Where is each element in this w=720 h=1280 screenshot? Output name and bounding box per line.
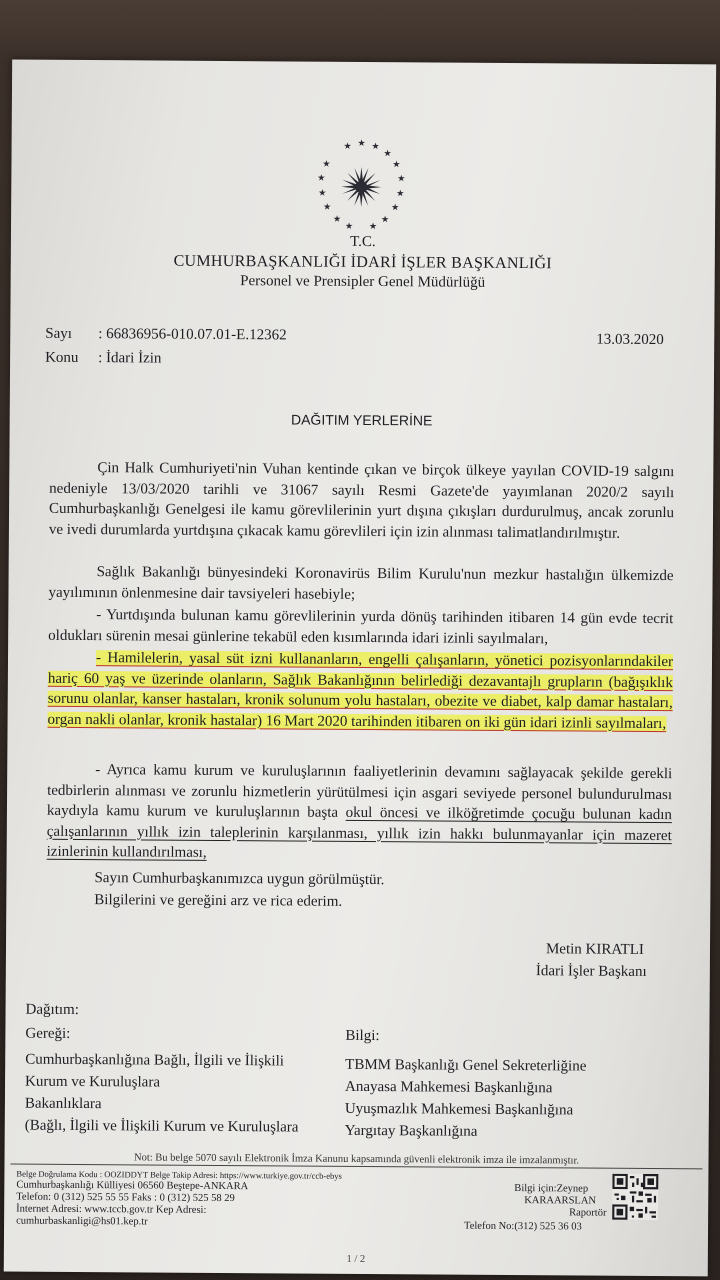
bilgi-item: TBMM Başkanlığı Genel Sekreterliğine	[345, 1056, 587, 1075]
paragraph-4	[48, 648, 674, 734]
sayi-value: : 66836956-010.07.01-E.12362	[98, 326, 287, 344]
e-signature-note: Not: Bu belge 5070 sayılı Elektronik İmza Kanunu kapsamında güvenli elektronik imza ile imzalanmıştır.	[133, 1152, 580, 1167]
geregi-item: Kurum ve Kuruluşlara	[25, 1073, 161, 1091]
signature-title: İdari İşler Başkanı	[535, 963, 647, 980]
bilgi-item: Anayasa Mahkemesi Başkanlığına	[344, 1078, 553, 1097]
svg-text:★: ★	[357, 138, 366, 149]
paragraph-1: Çin Halk Cumhuriyeti'nin Vuhan kentinde çıkan ve birçok ülkeye yayılan COVID-19 salgını nedeniyle 13/03/2020 tarihli ve 31067 sayılı Resmi Gazete'de yayımlanan 2020/2 sayılı Cumhurbaşkanlığı Genelgesi ile kamu görevlilerinin yurt dışına çıkışları durdurulmuş, ancak zorunlu ve ivedi durumlarda yurtdışına çıkacak kamu görevlileri için izin alınması talimatlandırılmıştır.	[48, 460, 675, 542]
paragraph-2: Sağlık Bakanlığı bünyesindeki Koronavirüs Bilim Kurulu'nun mezkur hastalığın ülkemizde yayılımının önlenmesine dair tavsiyeleri hasebiyle;	[48, 564, 674, 603]
distribution-title: Dağıtım:	[25, 1001, 79, 1018]
header-organization: CUMHURBAŞKANLIĞI İDARİ İŞLER BAŞKANLIĞI	[173, 252, 553, 273]
document-page	[4, 60, 716, 1277]
footer-kep: cumhurbaskanligi@hs01.kep.tr	[16, 1215, 148, 1228]
document-date: 13.03.2020	[596, 331, 664, 349]
presidential-seal-icon	[311, 137, 412, 238]
sayi-label: Sayı	[45, 325, 73, 342]
paragraph-6: Sayın Cumhurbaşkanımızca uygun görülmüştür.	[94, 870, 385, 889]
geregi-item: Bakanlıklara	[24, 1095, 102, 1113]
svg-text:★: ★	[322, 159, 331, 170]
contact-role: Raportör	[569, 1207, 607, 1219]
verification-code: Belge Doğrulama Kodu : OOZIDDYT Belge Takip Adresi: https://www.turkiye.gov.tr/ccb-ebys	[16, 1168, 342, 1181]
contact-name: KARAARSLAN	[524, 1195, 597, 1207]
header-tc: T.C.	[350, 233, 376, 251]
svg-text:★: ★	[396, 189, 405, 200]
qr-code-icon	[612, 1174, 658, 1220]
svg-text:★: ★	[344, 221, 354, 232]
underlined-text: okul öncesi ve ilköğretimde çocuğu bulunan kadın çalışanlarının yıllık izin taleplerinin karşılanması, yıllık izin hakkı bulunmayanlar için mazeret izinlerinin kullandırılması,	[46, 804, 672, 861]
footer-address: Cumhurbaşkanlığı Külliyesi 06560 Beştepe-ANKARA	[16, 1179, 249, 1193]
geregi-item: Cumhurbaşkanlığına Bağlı, İlgili ve İlişkili	[25, 1051, 284, 1070]
footer-phone: Telefon: 0 (312) 525 55 55 Faks : 0 (312) 525 58 29	[16, 1191, 235, 1205]
geregi-item: (Bağlı, İlgili ve İlişkili Kurum ve Kuruluşlara	[24, 1117, 299, 1136]
bilgi-item: Uyuşmazlık Mahkemesi Başkanlığına	[344, 1100, 574, 1119]
paragraph-3: - Yurtdışında bulunan kamu görevlilerinin yurda dönüş tarihinden itibaren 14 gün evde tecrit oldukları sürenin mesai günlerine tekabül eden kısımlarında idari izinli sayılmaları,	[48, 607, 674, 647]
header-unit: Personel ve Prensipler Genel Müdürlüğü	[240, 273, 486, 291]
konu-value: : İdari İzin	[98, 350, 162, 367]
signature-name: Metin KIRATLI	[545, 941, 644, 958]
svg-text:★: ★	[397, 174, 406, 185]
contact-info: Bilgi için:Zeynep	[514, 1183, 589, 1195]
footer-internet: İnternet Adresi: www.tccb.gov.tr Kep Adresi:	[16, 1203, 207, 1216]
distribution-heading: DAĞITIM YERLERİNE	[290, 411, 433, 429]
paragraph-5	[47, 760, 673, 867]
svg-text:★: ★	[371, 142, 380, 153]
konu-label: Konu	[45, 349, 79, 366]
paragraph-7: Bilgilerini ve gereğini arz ve rica ederim.	[94, 892, 343, 910]
bilgi-item: Yargıtay Başkanlığına	[344, 1122, 478, 1140]
highlighted-text: - Hamilelerin, yasal süt izni kullananların, engelli çalışanların, yönetici pozisyonlarındakiler hariç 60 yaş ve üzerinde olanların, Sağlık Bakanlığının belirlediği dezavantajlı grupların (bağışıklık sorunu olanlar, kanser hastaları, kronik solunum yolu hastaları, obezite ve diabet, kalp damar hastaları, organ nakli olanlar, kronik hastalar) 16 Mart 2020 tarihinden itibaren on iki gün idari izinli sayılmaları,	[47, 650, 674, 732]
svg-text:★: ★	[368, 221, 378, 233]
geregi-label: Gereği:	[25, 1025, 71, 1042]
svg-text:★: ★	[383, 149, 392, 160]
svg-text:★: ★	[318, 188, 327, 199]
svg-text:★: ★	[381, 215, 390, 226]
svg-text:★: ★	[391, 203, 400, 214]
svg-text:★: ★	[343, 141, 352, 152]
svg-text:★: ★	[333, 214, 342, 225]
svg-text:★: ★	[392, 160, 401, 171]
svg-text:★: ★	[317, 173, 326, 184]
contact-phone: Telefon No:(312) 525 36 03	[464, 1220, 582, 1233]
svg-text:★: ★	[323, 202, 332, 213]
page-number: 1 / 2	[346, 1253, 366, 1265]
paragraph-5-text: - Ayrıca kamu kurum ve kuruluşlarının faaliyetlerinin devamını sağlayacak şekilde gerekli tedbirlerin alınması ve zorunlu hizmetlerin yürütülmesi için asgari seviyede personel bulundurulması kaydıyla kamu kurum ve kuruluşlarının başta	[46, 762, 673, 821]
bilgi-label: Bilgi:	[345, 1027, 380, 1045]
